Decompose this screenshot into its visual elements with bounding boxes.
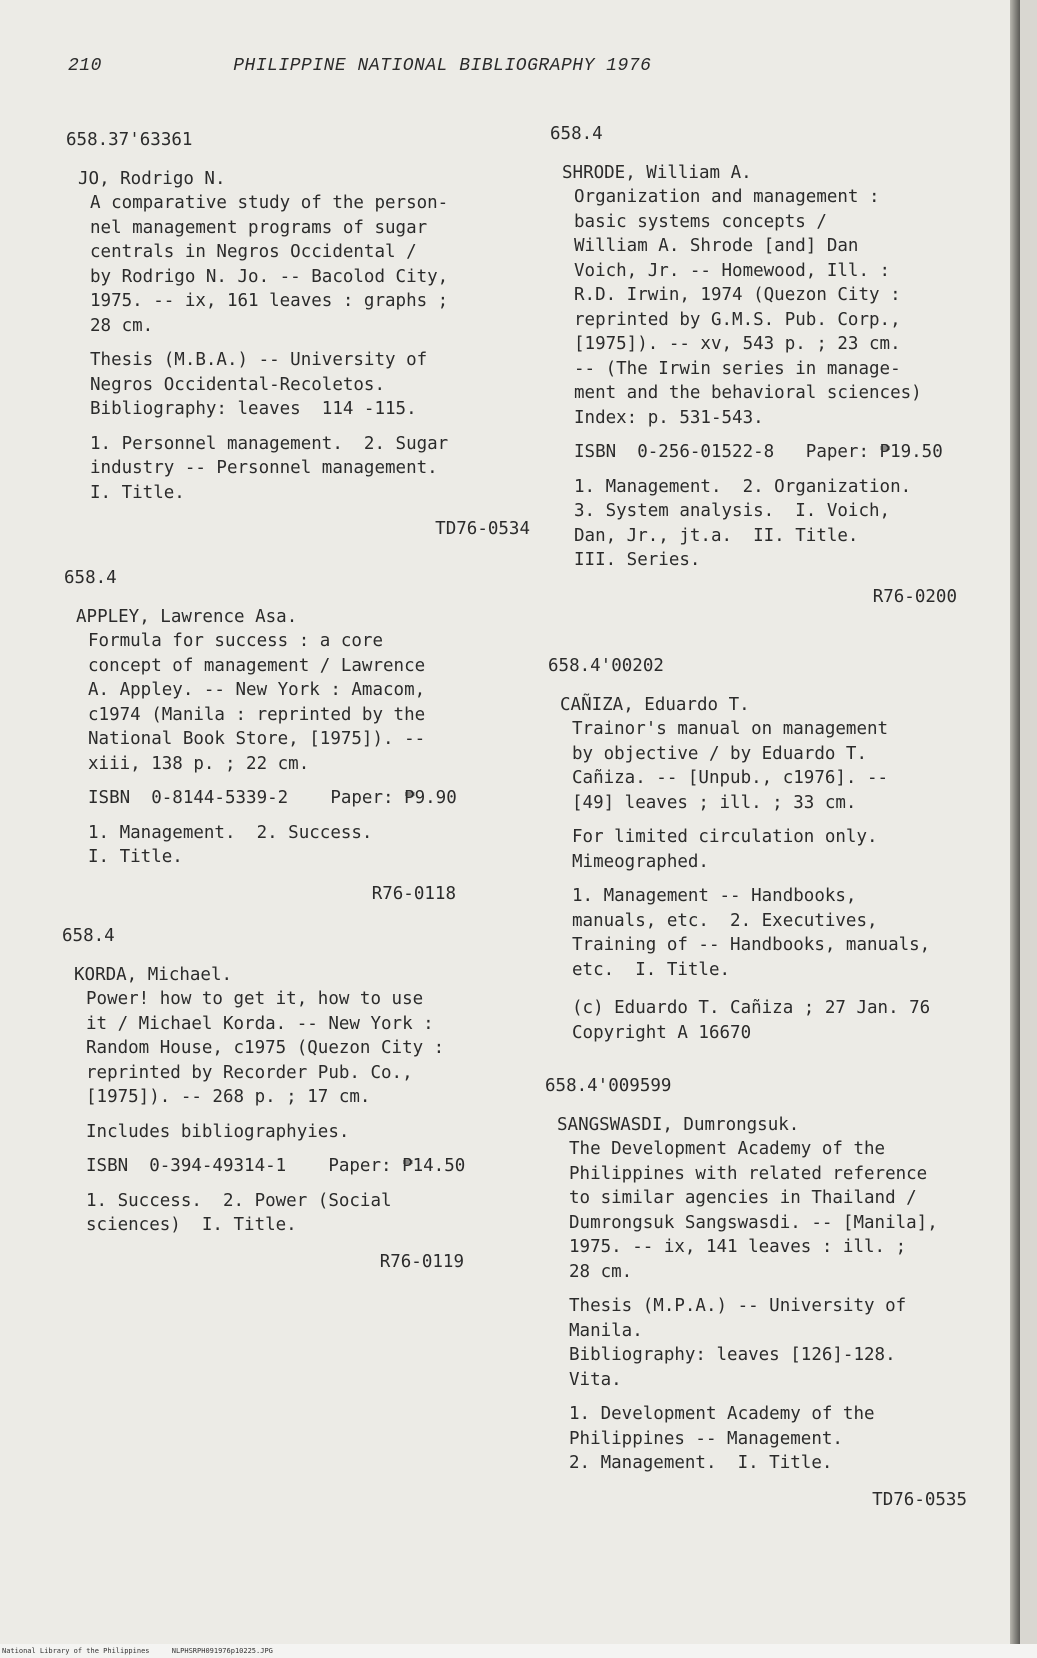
entry-jo — [66, 128, 530, 542]
class-number: 658.4 — [550, 124, 603, 144]
entry-notes: Includes bibliographyies. — [86, 1121, 350, 1142]
entry-notes: For limited circulation only. Mimeographed. — [572, 827, 878, 872]
page-header — [68, 56, 651, 76]
entry-body: The Development Academy of the Philippines with related reference to similar agencies in Thailand / Dumrongsuk Sangswasdi. -- [Manila], 1975. -- ix, 141 leaves : ill. ; 28 cm. — [569, 1139, 938, 1282]
control-number: TD76-0535 — [872, 1489, 967, 1510]
entry-body: Organization and management : basic systems concepts / William A. Shrode [and] Dan Voich, Jr. -- Homewood, Ill. : R.D. Irwin, 1974 (Quezon City : reprinted by G.M.S. Pub. Corp., [1975]). -- xv, 543 p. ; 23 cm. -- (The Irwin series in manage- ment and the behavioral sciences) Index: p. 531-543. — [574, 187, 922, 428]
class-number: 658.4 — [64, 568, 117, 588]
running-title: PHILIPPINE NATIONAL BIBLIOGRAPHY 1976 — [233, 56, 652, 76]
entry-subjects: 1. Success. 2. Power (Social sciences) I. Title. — [86, 1190, 392, 1235]
isbn-line: ISBN 0-394-49314-1 Paper: ₱14.50 — [86, 1156, 466, 1176]
control-number: R76-0118 — [371, 883, 456, 904]
entry-heading: CAÑIZA, Eduardo T. — [560, 694, 750, 715]
entry-heading: SHRODE, William A. — [562, 162, 752, 183]
isbn-line: ISBN 0-8144-5339-2 Paper: ₱9.90 — [88, 788, 457, 808]
entry-subjects: 1. Development Academy of the Philippines -- Management. 2. Management. I. Title. — [569, 1404, 875, 1473]
entry-subjects: 1. Personnel management. 2. Sugar industry -- Personnel management. I. Title. — [90, 433, 449, 503]
book-spine-shadow — [1010, 0, 1020, 1645]
entry-korda — [62, 924, 524, 1274]
entry-subjects: 1. Management. 2. Organization. 3. System analysis. I. Voich, Dan, Jr., jt.a. II. Title. III. Series. — [574, 476, 912, 570]
library-credit: National Library of the Philippines — [2, 1647, 150, 1655]
isbn-line: ISBN 0-256-01522-8 Paper: ₱19.50 — [574, 442, 943, 462]
control-number: R76-0200 — [872, 586, 957, 607]
entry-heading: KORDA, Michael. — [74, 964, 233, 985]
class-number: 658.4'00202 — [548, 656, 664, 676]
entry-appley — [64, 566, 516, 906]
entry-body: Trainor's manual on management by objective / by Eduardo T. Cañiza. -- [Unpub., c1976]. -- [49] leaves ; ill. ; 33 cm. — [572, 719, 889, 813]
entry-notes: Thesis (M.B.A.) -- University of Negros Occidental-Recoletos. Bibliography: leaves 114 -115. — [90, 350, 428, 419]
control-number: TD76-0534 — [435, 519, 530, 539]
entry-subjects: 1. Management. 2. Success. I. Title. — [88, 822, 373, 867]
entry-heading: APPLEY, Lawrence Asa. — [76, 606, 298, 627]
page-number: 210 — [68, 56, 102, 76]
entry-heading: SANGSWASDI, Dumrongsuk. — [557, 1114, 800, 1135]
class-number: 658.37'63361 — [66, 130, 193, 150]
scan-footer — [0, 1644, 1037, 1658]
copyright-note: (c) Eduardo T. Cañiza ; 27 Jan. 76 Copyright A 16670 — [572, 998, 931, 1043]
entry-notes: Thesis (M.P.A.) -- University of Manila. Bibliography: leaves [126]-128. Vita. — [569, 1296, 907, 1390]
entry-body: Power! how to get it, how to use it / Michael Korda. -- New York : Random House, c1975 (Quezon City : reprinted by Recorder Pub. Co., [1975]). -- 268 p. ; 17 cm. — [86, 989, 445, 1107]
entry-body: A comparative study of the person- nel management programs of sugar centrals in Negros Occidental / by Rodrigo N. Jo. -- Bacolod City, 1975. -- ix, 161 leaves : graphs ; 28 cm. — [90, 193, 449, 336]
class-number: 658.4'009599 — [545, 1076, 672, 1096]
entry-heading: JO, Rodrigo N. — [78, 168, 226, 189]
entry-shrode — [550, 122, 1007, 609]
entry-body: Formula for success : a core concept of management / Lawrence A. Appley. -- New York : Amacom, c1974 (Manila : reprinted by the National Book Store, [1975]). -- xiii, 138 p. ; 22 cm. — [88, 631, 426, 774]
class-number: 658.4 — [62, 926, 115, 946]
control-number: R76-0119 — [379, 1251, 464, 1272]
entry-sangswasdi — [545, 1074, 1007, 1512]
scan-filename: NLPHSRPH091976p10225.JPG — [171, 1647, 273, 1655]
entry-subjects: 1. Management -- Handbooks, manuals, etc. 2. Executives, Training of -- Handbooks, manuals, etc. I. Title. — [572, 886, 931, 980]
entry-caniza — [548, 654, 1010, 1045]
